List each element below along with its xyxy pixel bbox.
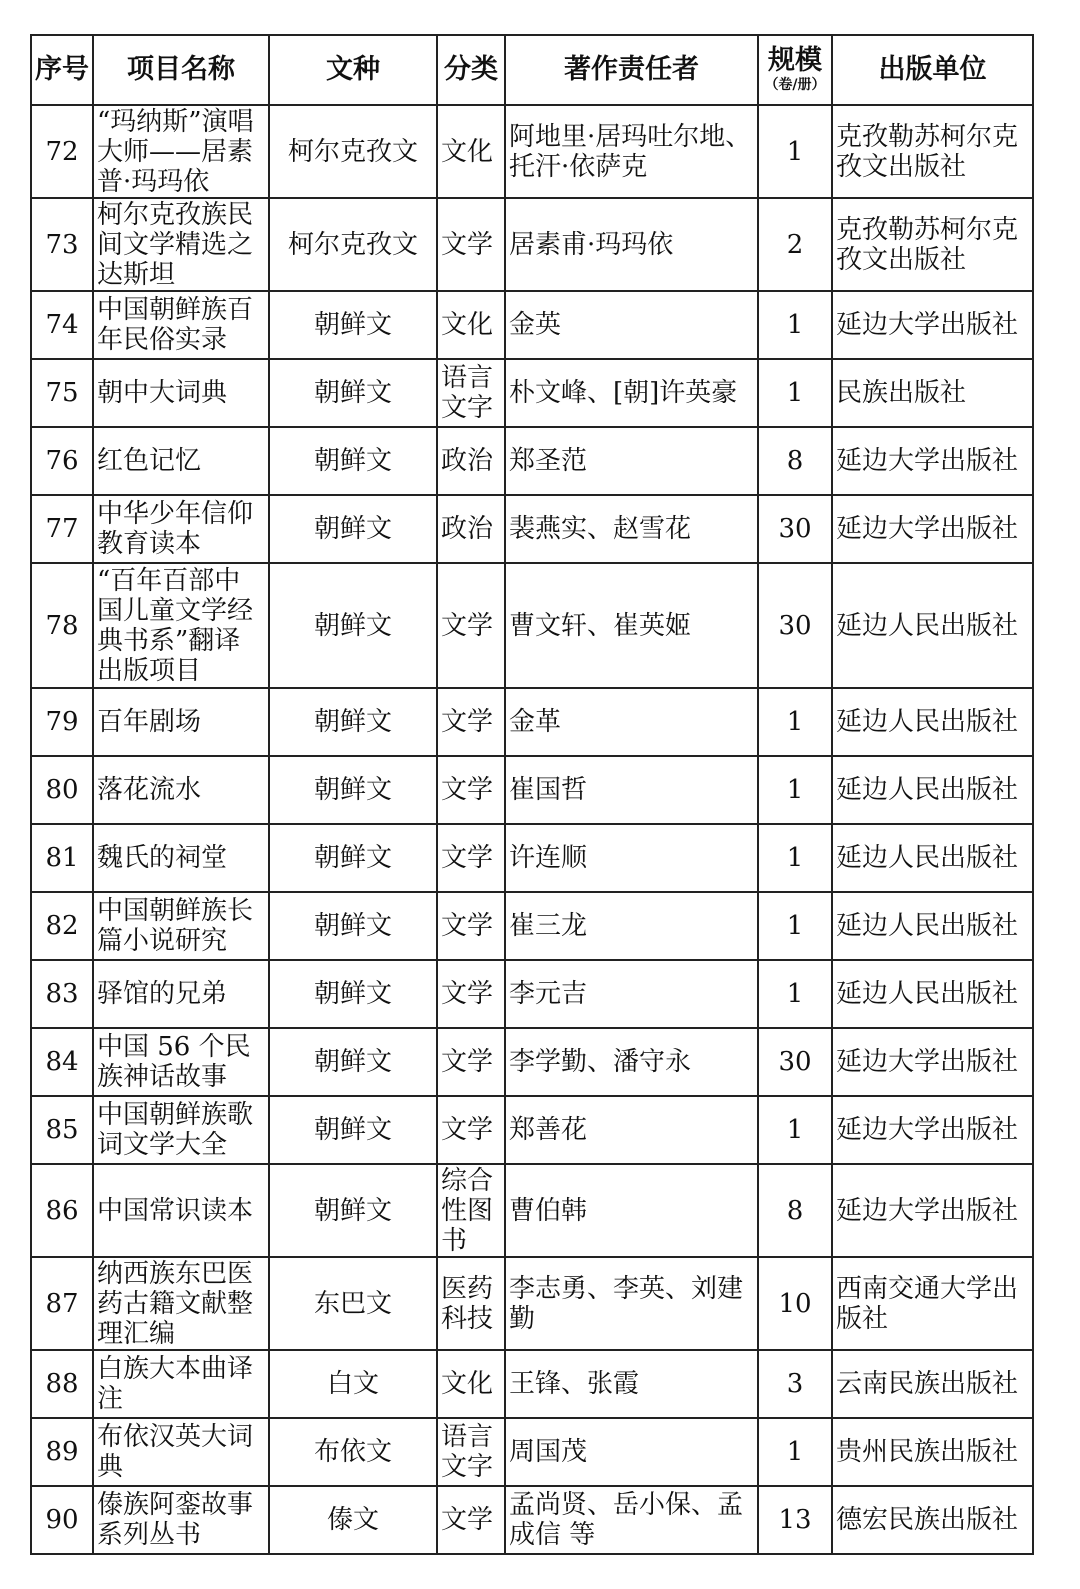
table-row [31,563,1033,688]
cell-no: 83 [31,960,93,1028]
cell-lang: 朝鲜文 [269,1164,437,1257]
cell-scale: 30 [758,563,832,688]
header-cat: 分类 [437,35,505,105]
cell-lang: 傣文 [269,1486,437,1554]
cell-cat: 语言文字 [437,359,505,427]
cell-scale: 30 [758,495,832,563]
cell-name: 纳西族东巴医药古籍文献整理汇编 [93,1257,269,1350]
table-row [31,1257,1033,1350]
cell-scale: 1 [758,359,832,427]
cell-lang: 朝鲜文 [269,688,437,756]
cell-lang: 朝鲜文 [269,563,437,688]
cell-lang: 柯尔克孜文 [269,105,437,198]
cell-lang: 朝鲜文 [269,1096,437,1164]
cell-name: 落花流水 [93,756,269,824]
cell-no: 77 [31,495,93,563]
cell-scale: 1 [758,1096,832,1164]
cell-no: 85 [31,1096,93,1164]
cell-pub: 贵州民族出版社 [832,1418,1033,1486]
cell-author: 李志勇、李英、刘建勤 [505,1257,758,1350]
table-header-row [31,35,1033,105]
cell-cat: 文学 [437,960,505,1028]
cell-pub: 延边大学出版社 [832,495,1033,563]
cell-scale: 1 [758,892,832,960]
cell-pub: 延边人民出版社 [832,892,1033,960]
table-row [31,1350,1033,1418]
cell-pub: 延边人民出版社 [832,756,1033,824]
cell-pub: 延边大学出版社 [832,1096,1033,1164]
cell-name: 朝中大词典 [93,359,269,427]
table-row [31,427,1033,495]
cell-scale: 1 [758,960,832,1028]
cell-cat: 文化 [437,105,505,198]
cell-pub: 延边大学出版社 [832,427,1033,495]
table-row [31,105,1033,198]
cell-scale: 1 [758,105,832,198]
cell-author: 曹文轩、崔英姬 [505,563,758,688]
cell-no: 88 [31,1350,93,1418]
table-row [31,960,1033,1028]
table-row [31,1164,1033,1257]
cell-no: 74 [31,291,93,359]
cell-scale: 10 [758,1257,832,1350]
cell-author: 居素甫·玛玛依 [505,198,758,291]
cell-lang: 朝鲜文 [269,1028,437,1096]
cell-scale: 13 [758,1486,832,1554]
cell-author: 金革 [505,688,758,756]
cell-pub: 延边大学出版社 [832,1164,1033,1257]
cell-author: 阿地里·居玛吐尔地、托汗·依萨克 [505,105,758,198]
cell-no: 82 [31,892,93,960]
cell-author: 朴文峰、[朝]许英豪 [505,359,758,427]
cell-cat: 医药科技 [437,1257,505,1350]
cell-author: 曹伯韩 [505,1164,758,1257]
table-row [31,198,1033,291]
cell-author: 裴燕实、赵雪花 [505,495,758,563]
cell-cat: 文学 [437,688,505,756]
cell-name: 中国朝鲜族歌词文学大全 [93,1096,269,1164]
cell-name: 驿馆的兄弟 [93,960,269,1028]
header-scale [758,35,832,105]
cell-no: 80 [31,756,93,824]
header-author: 著作责任者 [505,35,758,105]
cell-no: 72 [31,105,93,198]
cell-lang: 朝鲜文 [269,960,437,1028]
cell-cat: 文学 [437,756,505,824]
cell-name: 布依汉英大词典 [93,1418,269,1486]
cell-no: 86 [31,1164,93,1257]
cell-name: 中国常识读本 [93,1164,269,1257]
cell-scale: 1 [758,688,832,756]
table-row [31,1096,1033,1164]
cell-scale: 2 [758,198,832,291]
cell-author: 王锋、张霞 [505,1350,758,1418]
cell-name: 白族大本曲译注 [93,1350,269,1418]
cell-cat: 综合性图书 [437,1164,505,1257]
cell-scale: 1 [758,1418,832,1486]
cell-name: 红色记忆 [93,427,269,495]
cell-name: 百年剧场 [93,688,269,756]
cell-author: 李学勤、潘守永 [505,1028,758,1096]
cell-cat: 文学 [437,1096,505,1164]
cell-scale: 1 [758,824,832,892]
cell-lang: 朝鲜文 [269,824,437,892]
cell-pub: 民族出版社 [832,359,1033,427]
cell-cat: 文学 [437,563,505,688]
cell-scale: 30 [758,1028,832,1096]
cell-author: 崔三龙 [505,892,758,960]
cell-name: 中华少年信仰教育读本 [93,495,269,563]
cell-name: “百年百部中国儿童文学经典书系”翻译出版项目 [93,563,269,688]
cell-no: 75 [31,359,93,427]
header-lang: 文种 [269,35,437,105]
cell-name: 中国朝鲜族百年民俗实录 [93,291,269,359]
cell-pub: 延边大学出版社 [832,1028,1033,1096]
header-pub: 出版单位 [832,35,1033,105]
cell-lang: 白文 [269,1350,437,1418]
cell-author: 孟尚贤、岳小保、孟成信 等 [505,1486,758,1554]
cell-name: 中国 56 个民族神话故事 [93,1028,269,1096]
cell-cat: 文学 [437,892,505,960]
cell-cat: 文学 [437,198,505,291]
cell-author: 崔国哲 [505,756,758,824]
cell-scale: 1 [758,756,832,824]
cell-author: 金英 [505,291,758,359]
cell-no: 73 [31,198,93,291]
cell-no: 89 [31,1418,93,1486]
cell-name: 柯尔克孜族民间文学精选之达斯坦 [93,198,269,291]
cell-scale: 8 [758,427,832,495]
cell-pub: 克孜勒苏柯尔克孜文出版社 [832,105,1033,198]
cell-scale: 3 [758,1350,832,1418]
cell-no: 81 [31,824,93,892]
cell-scale: 8 [758,1164,832,1257]
cell-pub: 延边人民出版社 [832,688,1033,756]
cell-author: 周国茂 [505,1418,758,1486]
cell-no: 87 [31,1257,93,1350]
cell-author: 李元吉 [505,960,758,1028]
table-row [31,495,1033,563]
cell-lang: 朝鲜文 [269,291,437,359]
header-name: 项目名称 [93,35,269,105]
cell-lang: 朝鲜文 [269,427,437,495]
table-row [31,824,1033,892]
cell-pub: 延边人民出版社 [832,824,1033,892]
cell-no: 78 [31,563,93,688]
cell-lang: 东巴文 [269,1257,437,1350]
header-no: 序号 [31,35,93,105]
cell-author: 郑圣范 [505,427,758,495]
cell-no: 90 [31,1486,93,1554]
cell-name: 傣族阿銮故事系列丛书 [93,1486,269,1554]
cell-cat: 文学 [437,1486,505,1554]
cell-name: “玛纳斯”演唱大师——居素普·玛玛依 [93,105,269,198]
header-scale-label: 规模 [768,45,822,76]
cell-cat: 文化 [437,291,505,359]
cell-pub: 克孜勒苏柯尔克孜文出版社 [832,198,1033,291]
cell-author: 郑善花 [505,1096,758,1164]
table-row [31,756,1033,824]
cell-author: 许连顺 [505,824,758,892]
cell-no: 76 [31,427,93,495]
cell-pub: 西南交通大学出版社 [832,1257,1033,1350]
cell-cat: 文学 [437,1028,505,1096]
table-row [31,359,1033,427]
cell-pub: 延边人民出版社 [832,563,1033,688]
cell-cat: 语言文字 [437,1418,505,1486]
table-row [31,1418,1033,1486]
cell-lang: 朝鲜文 [269,892,437,960]
cell-pub: 云南民族出版社 [832,1350,1033,1418]
cell-lang: 朝鲜文 [269,495,437,563]
cell-pub: 德宏民族出版社 [832,1486,1033,1554]
cell-lang: 朝鲜文 [269,756,437,824]
cell-lang: 柯尔克孜文 [269,198,437,291]
cell-no: 84 [31,1028,93,1096]
table-row [31,892,1033,960]
cell-no: 79 [31,688,93,756]
cell-name: 中国朝鲜族长篇小说研究 [93,892,269,960]
table-row [31,688,1033,756]
cell-lang: 布依文 [269,1418,437,1486]
cell-lang: 朝鲜文 [269,359,437,427]
cell-scale: 1 [758,291,832,359]
table-row [31,1486,1033,1554]
cell-cat: 文化 [437,1350,505,1418]
cell-cat: 政治 [437,427,505,495]
cell-cat: 文学 [437,824,505,892]
cell-pub: 延边人民出版社 [832,960,1033,1028]
table-row [31,291,1033,359]
cell-cat: 政治 [437,495,505,563]
table-row [31,1028,1033,1096]
cell-pub: 延边大学出版社 [832,291,1033,359]
header-scale-unit: （卷/册） [764,77,826,93]
cell-name: 魏氏的祠堂 [93,824,269,892]
project-table [30,34,1034,1555]
